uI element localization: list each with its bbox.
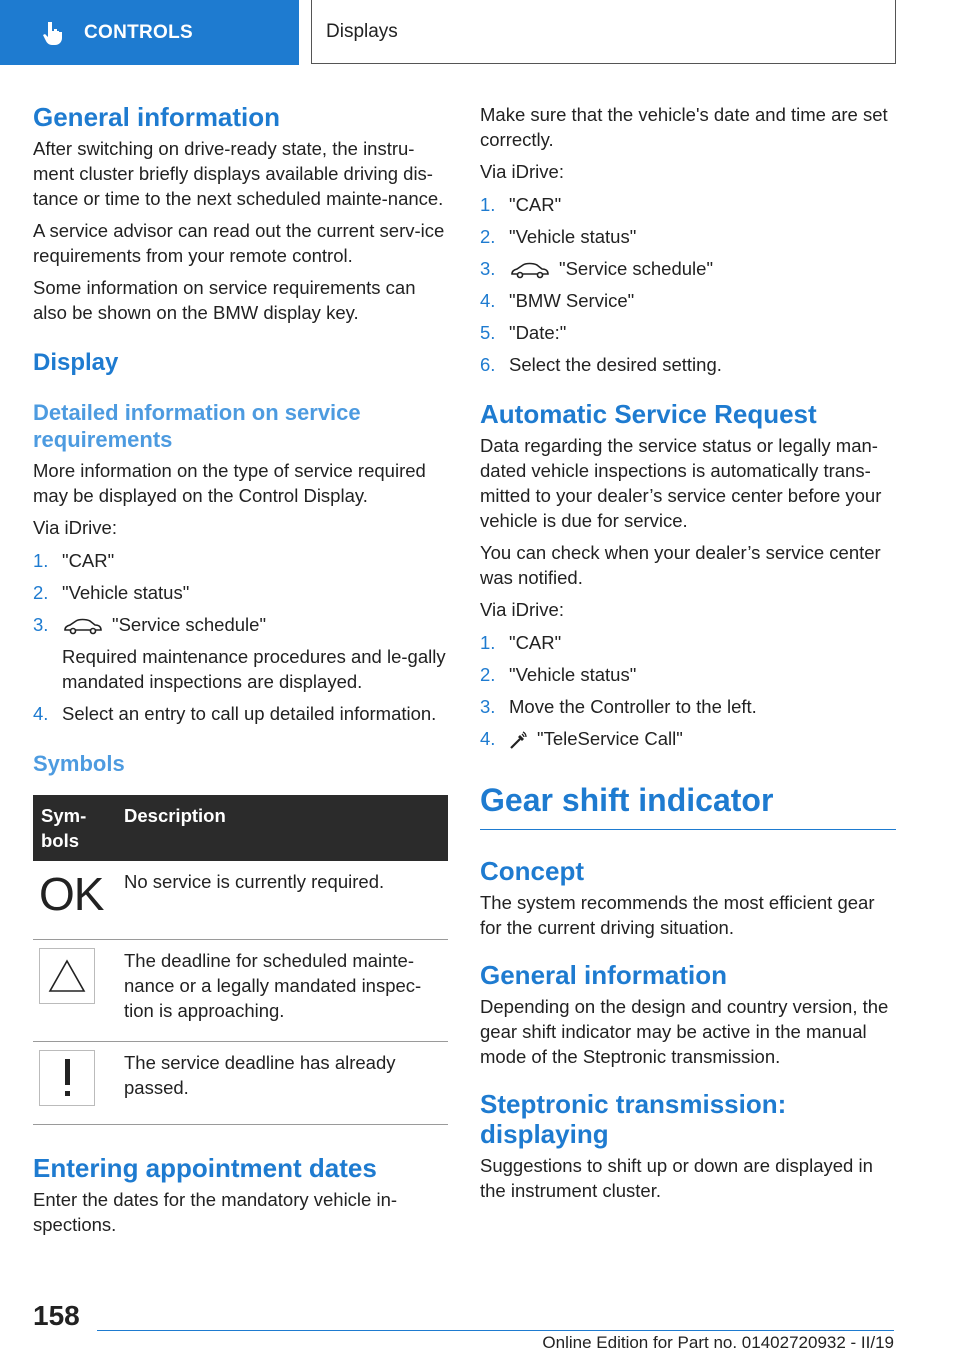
appointment-heading: Entering appointment dates — [33, 1153, 377, 1183]
table-cell: The deadline for scheduled mainte-nance or a legally mandated inspec-tion is approaching. — [116, 940, 448, 1042]
list-item: 3. "Service schedule" — [480, 258, 714, 279]
display-steps-list — [33, 548, 448, 726]
wrench-signal-icon — [509, 730, 529, 750]
list-item: 2. "Vehicle status" — [480, 226, 637, 247]
column-header-description: Description — [116, 795, 448, 861]
general-information-p3: Some information on service requirements can also be shown on the BMW display key. — [33, 277, 416, 323]
gear-shift-indicator-heading: Gear shift indicator — [480, 782, 774, 818]
chapter-header — [311, 0, 896, 64]
list-item: 4. "BMW Service" — [480, 290, 635, 311]
display-heading: Display — [33, 349, 119, 376]
list-item: 1. "CAR" — [33, 550, 115, 571]
list-item: 1. "CAR" — [480, 194, 562, 215]
appointment-paragraph: Enter the dates for the mandatory vehicle in-spections. — [33, 1189, 398, 1235]
concept-heading: Concept — [480, 856, 584, 886]
warning-triangle-icon — [39, 948, 95, 1004]
asr-paragraph-2: You can check when your dealer’s service center was notified. — [480, 542, 881, 588]
steptronic-heading: Steptronic transmission: displaying — [480, 1089, 787, 1149]
list-item: 2. "Vehicle status" — [33, 582, 190, 603]
gear-general-information-heading: General information — [480, 960, 728, 990]
list-item: 5. "Date:" — [480, 322, 567, 343]
asr-steps-list — [480, 630, 896, 751]
heading-divider — [480, 829, 896, 830]
table-row — [33, 940, 448, 1042]
section-title: CONTROLS — [84, 21, 194, 43]
right-column — [480, 102, 896, 1210]
date-time-paragraph: Make sure that the vehicle's date and time are set correctly. — [480, 104, 888, 150]
detailed-information-paragraph: More information on the type of service required may be displayed on the Control Display. — [33, 460, 426, 506]
automatic-service-request-heading: Automatic Service Request — [480, 399, 817, 429]
list-item: 4. "TeleService Call" — [480, 728, 683, 749]
footer-divider — [97, 1330, 894, 1331]
ok-icon: OK — [39, 868, 104, 920]
general-information-p1: After switching on drive-ready state, the instru-ment cluster briefly displays available driving dis-tance or time to the next scheduled mainte-nance. — [33, 138, 444, 209]
via-idrive-label: Via iDrive: — [480, 599, 564, 620]
list-item: 2. "Vehicle status" — [480, 664, 637, 685]
table-header-row — [33, 795, 448, 861]
list-item: 3. "Service schedule" Required maintenance procedures and le-gally mandated inspections are displayed. — [33, 614, 446, 692]
column-header-symbols: Sym-bols — [33, 795, 116, 861]
via-idrive-label: Via iDrive: — [480, 161, 564, 182]
list-item: 6. Select the desired setting. — [480, 354, 722, 375]
table-row — [33, 1042, 448, 1125]
exclamation-icon — [39, 1050, 95, 1106]
left-column — [33, 102, 448, 1244]
table-cell: The service deadline has already passed. — [116, 1042, 448, 1125]
chapter-title: Displays — [326, 20, 398, 42]
general-information-p2: A service advisor can read out the current serv-ice requirements from your remote control. — [33, 220, 445, 266]
via-idrive-label: Via iDrive: — [33, 517, 117, 538]
gear-general-information-paragraph: Depending on the design and country version, the gear shift indicator may be active in the manual mode of the Steptronic transmission. — [480, 996, 889, 1067]
page-number: 158 — [33, 1300, 80, 1331]
date-steps-list — [480, 192, 896, 377]
list-item: 1. "CAR" — [480, 632, 562, 653]
car-icon — [509, 261, 551, 279]
hand-pointer-icon — [40, 20, 66, 46]
edition-note: Online Edition for Part no. 01402720932 - II/19 — [542, 1333, 894, 1352]
concept-paragraph: The system recommends the most efficient gear for the current driving situation. — [480, 892, 875, 938]
table-cell: No service is currently required. — [116, 861, 448, 940]
list-item: 3. Move the Controller to the left. — [480, 696, 757, 717]
symbols-heading: Symbols — [33, 751, 125, 776]
general-information-heading: General information — [33, 102, 281, 132]
symbols-table — [33, 795, 448, 1125]
steptronic-paragraph: Suggestions to shift up or down are displayed in the instrument cluster. — [480, 1155, 873, 1201]
asr-paragraph-1: Data regarding the service status or legally man-dated vehicle inspections is automatically trans-mitted to your dealer’s service center before your vehicle is due for service. — [480, 435, 882, 531]
car-icon — [62, 617, 104, 635]
detailed-information-heading: Detailed information on service requirements — [33, 400, 361, 452]
section-tab[interactable] — [0, 0, 299, 65]
list-item: 4. Select an entry to call up detailed information. — [33, 703, 437, 724]
table-row — [33, 861, 448, 940]
